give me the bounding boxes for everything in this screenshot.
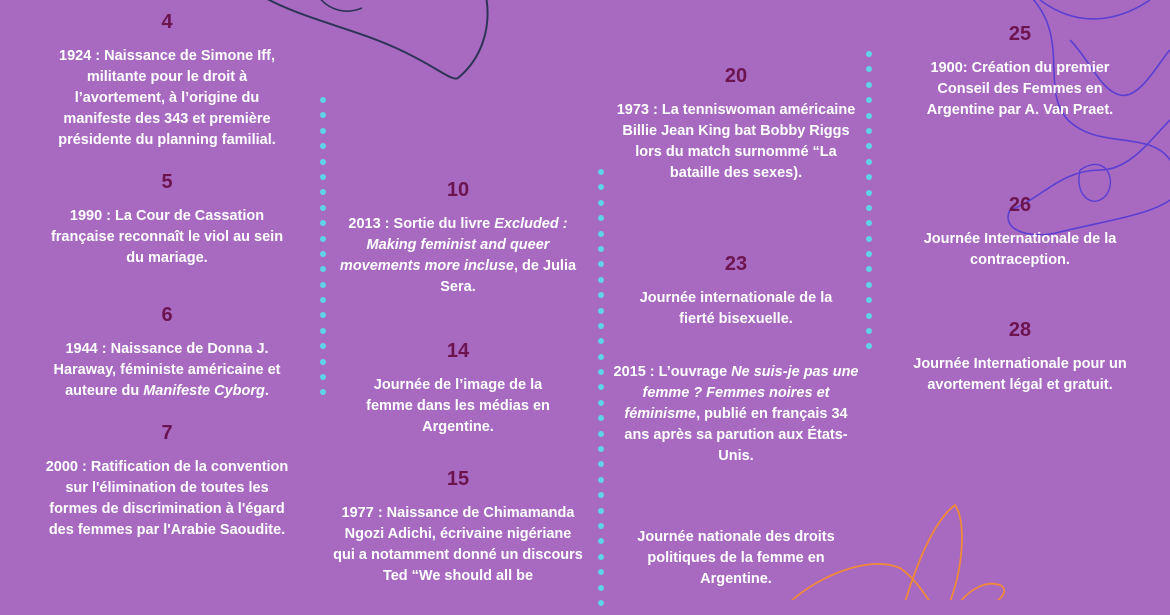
entry-text: 1973 : La tenniswoman américaine Billie Jean King bat Bobby Riggs lors du match surnommé “La bataille des sexes). bbox=[616, 102, 856, 181]
timeline-entry bbox=[900, 318, 1140, 396]
timeline-column-4 bbox=[900, 0, 1140, 600]
timeline-entry bbox=[612, 64, 860, 184]
timeline-entry bbox=[900, 193, 1140, 271]
entry-text: 1944 : Naissance de Donna J. Haraway, féministe américaine et auteure du Manifeste Cyborg. bbox=[53, 341, 281, 399]
timeline-entry bbox=[333, 467, 583, 587]
day-number: 26 bbox=[1008, 194, 1032, 216]
timeline-entry bbox=[42, 170, 292, 269]
entry-text: Journée Internationale de la contraception. bbox=[923, 231, 1117, 268]
day-number: 5 bbox=[161, 171, 173, 193]
entry-text: 2015 : L’ouvrage Ne suis-je pas une femme ? Femmes noires et féminisme, publié en français 34 ans après sa parution aux États-Unis. bbox=[613, 364, 859, 464]
timeline-column-2 bbox=[333, 0, 583, 600]
timeline-column-1 bbox=[42, 0, 292, 600]
day-number: 6 bbox=[161, 304, 173, 326]
entry-text: Journée internationale de la fierté bisexuelle. bbox=[639, 290, 833, 327]
day-number: 20 bbox=[724, 65, 748, 87]
timeline-entry bbox=[42, 303, 292, 402]
timeline-entry bbox=[42, 421, 292, 541]
entry-text: 1924 : Naissance de Simone Iff, militante pour le droit à l’avortement, à l’origine du manifeste des 343 et première présidente du planning familial. bbox=[58, 48, 276, 148]
day-number: 4 bbox=[161, 11, 173, 33]
timeline-entry bbox=[42, 10, 292, 151]
entry-text: 1977 : Naissance de Chimamanda Ngozi Adichi, écrivaine nigériane qui a notamment donné un discours Ted “We should all be bbox=[333, 505, 583, 584]
dotted-divider-1 bbox=[320, 97, 326, 405]
entry-text: Journée de l’image de la femme dans les médias en Argentine. bbox=[366, 377, 550, 435]
entry-text: Journée Internationale pour un avortement légal et gratuit. bbox=[913, 356, 1127, 393]
day-number: 7 bbox=[161, 422, 173, 444]
timeline-entry bbox=[612, 252, 860, 330]
timeline-entry bbox=[900, 22, 1140, 121]
entry-text: Journée nationale des droits politiques de la femme en Argentine. bbox=[637, 529, 835, 587]
day-number: 15 bbox=[446, 468, 470, 490]
day-number: 28 bbox=[1008, 319, 1032, 341]
timeline-entry bbox=[333, 339, 583, 438]
day-number: 14 bbox=[446, 340, 470, 362]
day-number: 10 bbox=[446, 179, 470, 201]
timeline-entry bbox=[333, 178, 583, 298]
timeline-entry bbox=[612, 362, 860, 467]
day-number: 25 bbox=[1008, 23, 1032, 45]
entry-text: 2013 : Sortie du livre Excluded : Making feminist and queer movements more incluse, de Julia Sera. bbox=[339, 216, 577, 295]
day-number: 23 bbox=[724, 253, 748, 275]
entry-text: 2000 : Ratification de la convention sur l'élimination de toutes les formes de discrimination à l'égard des femmes par l'Arabie Saoudite. bbox=[45, 459, 289, 538]
timeline-entry bbox=[612, 527, 860, 590]
dotted-divider-2 bbox=[598, 169, 604, 615]
timeline-column-3 bbox=[612, 0, 860, 600]
dotted-divider-3 bbox=[866, 51, 872, 359]
entry-text: 1990 : La Cour de Cassation française reconnaît le viol au sein du mariage. bbox=[50, 208, 284, 266]
entry-text: 1900: Création du premier Conseil des Femmes en Argentine par A. Van Praet. bbox=[926, 60, 1114, 118]
